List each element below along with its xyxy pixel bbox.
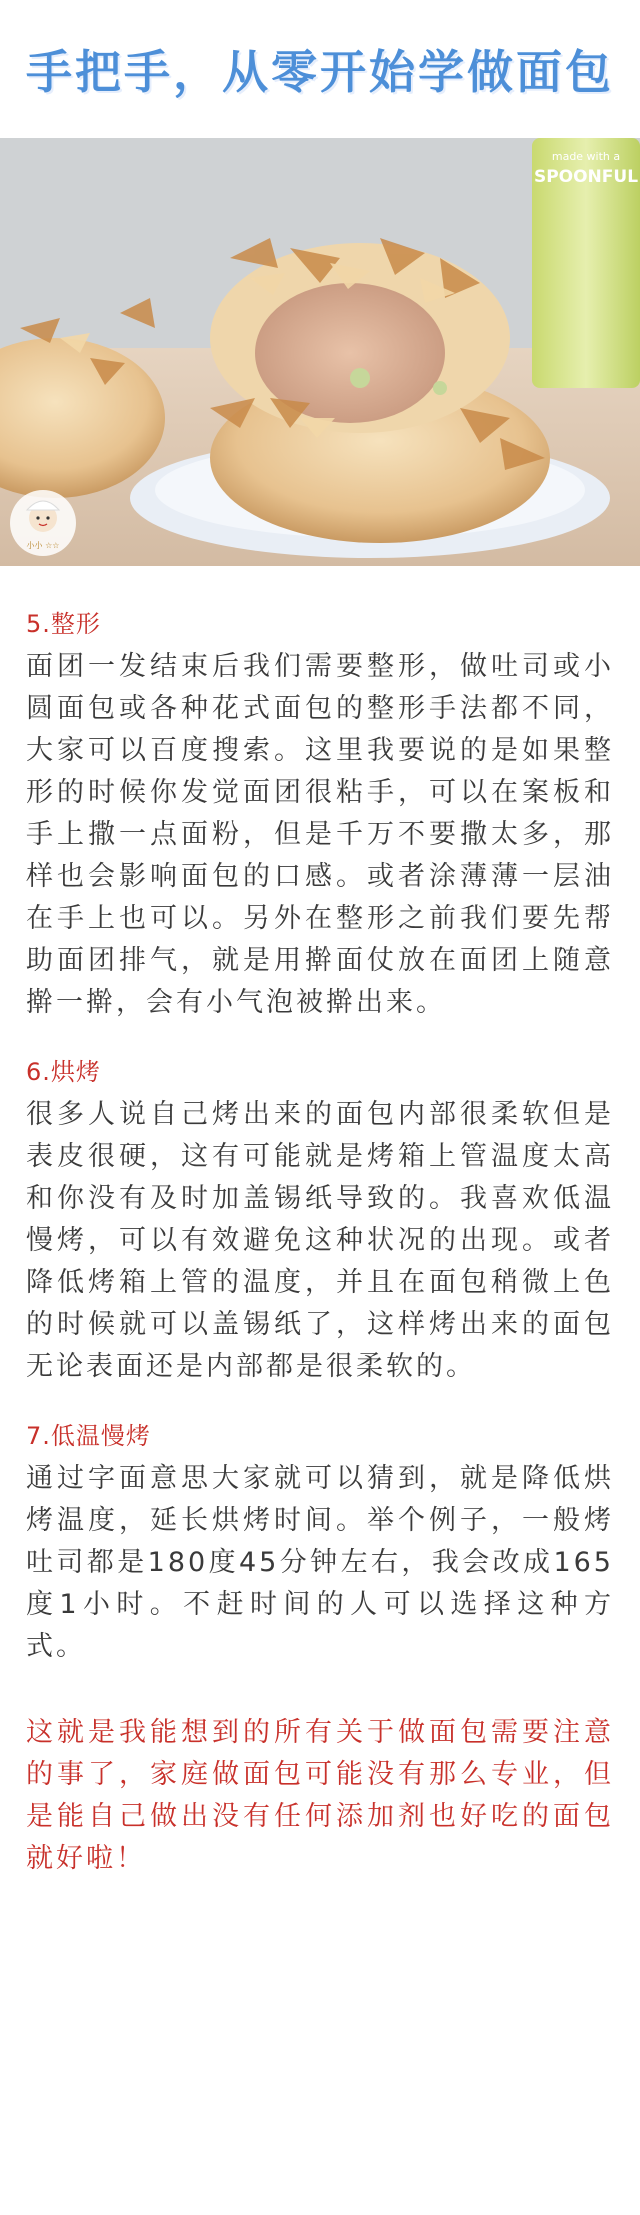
cup-text-large: SPOONFUL [533, 167, 639, 187]
section-body: 很多人说自己烤出来的面包内部很柔软但是表皮很硬，这有可能就是烤箱上管温度太高和你没有及时加盖锡纸导致的。我喜欢低温慢烤，可以有效避免这种状况的出现。或者降低烤箱上管的温度，并且在面包稍微上色的时候就可以盖锡纸了，这样烤出来的面包无论表面还是内部都是很柔软的。 [26, 1099, 614, 1382]
article-content [0, 606, 640, 1880]
mascot-label: 小小 ☆☆ [26, 541, 60, 550]
section-body: 面团一发结束后我们需要整形，做吐司或小圆面包或各种花式面包的整形手法都不同，大家可以百度搜索。这里我要说的是如果整形的时候你发觉面团很粘手，可以在案板和手上撒一点面粉，但是千万不要撒太多，那样也会影响面包的口感。或者涂薄薄一层油在手上也可以。另外在整形之前我们要先帮助面团排气，就是用擀面仗放在面团上随意擀一擀，会有小气泡被擀出来。 [26, 651, 614, 1018]
section-shaping [26, 606, 614, 1024]
hero-image [0, 138, 640, 566]
page-title: 手把手，从零开始学做面包 [26, 45, 614, 99]
section-heading: 6.烘烤 [26, 1058, 101, 1086]
section-low-temp-baking [26, 1418, 614, 1668]
section-heading: 5.整形 [26, 610, 101, 638]
chef-mascot-icon [8, 488, 78, 558]
closing-paragraph: 这就是我能想到的所有关于做面包需要注意的事了，家庭做面包可能没有那么专业，但是能自己做出没有任何添加剂也好吃的面包就好啦！ [26, 1717, 614, 1874]
section-heading: 7.低温慢烤 [26, 1422, 151, 1450]
cup-text-small: made with a [551, 150, 621, 163]
section-baking [26, 1054, 614, 1388]
title-bar [0, 0, 640, 138]
bread-photo-icon [0, 138, 640, 566]
section-body: 通过字面意思大家就可以猜到，就是降低烘烤温度，延长烘烤时间。举个例子，一般烤吐司都是180度45分钟左右，我会改成165度1小时。不赶时间的人可以选择这种方式。 [26, 1463, 614, 1662]
